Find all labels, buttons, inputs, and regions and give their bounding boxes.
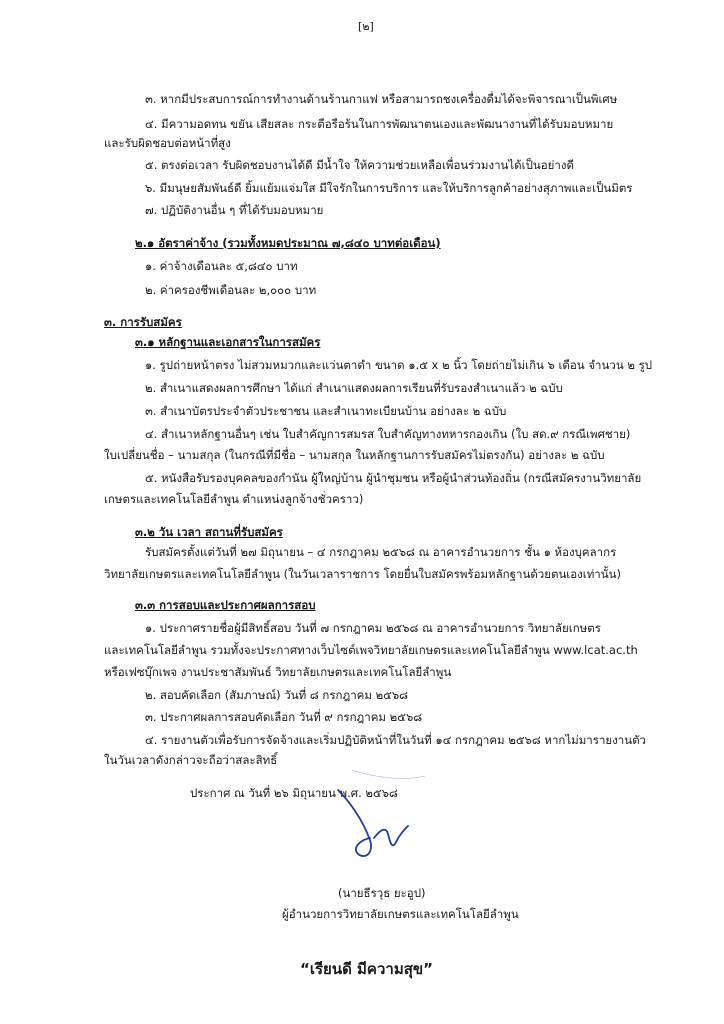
application-heading: ๓. การรับสมัคร xyxy=(104,315,182,329)
qualification-3: ๓. หากมีประสบการณ์การทำงานด้านร้านกาแฟ หรือสามารถชงเครื่องดื่มได้จะพิจารณาเป็นพิเศษ xyxy=(145,92,618,106)
when-where-heading: ๓.๒ วัน เวลา สถานที่รับสมัคร xyxy=(135,525,283,539)
docs-line-5-cont: เกษตรและเทคโนโลยีลำพูน ตำแหน่งลูกจ้างชั่วคราว) xyxy=(104,492,364,506)
docs-line-4: ๔. สำเนาหลักฐานอื่นๆ เช่น ใบสำคัญการสมรส ใบสำคัญทางทหารกองเกิน (ใบ สด.๙ กรณีเพศชาย) xyxy=(145,427,631,441)
docs-line-2: ๒. สำเนาแสดงผลการศึกษา ได้แก่ สำเนาแสดงผลการเรียนที่รับรองสำเนาแล้ว ๒ ฉบับ xyxy=(145,381,563,395)
wage-item-1: ๑. ค่าจ้างเดือนละ ๕,๘๔๐ บาท xyxy=(145,259,298,273)
wage-heading: ๒.๑ อัตราค่าจ้าง (รวมทั้งหมดประมาณ ๗,๘๔๐ บาทต่อเดือน) xyxy=(135,236,441,250)
qualification-6: ๖. มีมนุษยสัมพันธ์ดี ยิ้มแย้มแจ่มใส มีใจรักในการบริการ และให้บริการลูกค้าอย่างสุภาพและเป็นมิตร xyxy=(145,181,633,195)
selection-line-6-cont: ในวันเวลาดังกล่าวจะถือว่าสละสิทธิ์ xyxy=(104,753,278,767)
qualification-5: ๕. ตรงต่อเวลา รับผิดชอบงานได้ดี มีน้ำใจ ให้ความช่วยเหลือเพื่อนร่วมงานได้เป็นอย่างดี xyxy=(145,158,574,172)
docs-line-1: ๑. รูปถ่ายหน้าตรง ไม่สวมหมวกและแว่นตาดำ ขนาด ๑.๕ x ๒ นิ้ว โดยถ่ายไม่เกิน ๖ เดือน จำนวน ๒ รูป xyxy=(145,358,653,372)
when-where-line-1: รับสมัครตั้งแต่วันที่ ๒๗ มิถุนายน – ๔ กรกฎาคม ๒๕๖๘ ณ อาคารอำนวยการ ชั้น ๑ ห้องบุคลากร xyxy=(145,545,617,559)
docs-line-3: ๓. สำเนาบัตรประจำตัวประชาชน และสำเนาทะเบียนบ้าน อย่างละ ๒ ฉบับ xyxy=(145,404,507,418)
when-where-line-2: วิทยาลัยเกษตรและเทคโนโลยีลำพูน (ในวันเวลาราชการ โดยยื่นใบสมัครพร้อมหลักฐานด้วยตนเองเท่านั้น) xyxy=(104,567,621,581)
selection-line-6: ๔. รายงานตัวเพื่อรับการจัดจ้างและเริ่มปฏิบัติหน้าที่ในวันที่ ๑๔ กรกฎาคม ๒๕๖๘ หากไม่มารายงานตัว xyxy=(145,733,646,747)
qualification-4: ๔. มีความอดทน ขยัน เสียสละ กระตือรือร้นในการพัฒนาตนเองและพัฒนางานที่ได้รับมอบหมาย xyxy=(145,117,614,131)
selection-line-3: หรือเฟซบุ๊กเพจ งานประชาสัมพันธ์ วิทยาลัยเกษตรและเทคโนโลยีลำพูน xyxy=(104,665,452,679)
wage-item-2: ๒. ค่าครองชีพเดือนละ ๒,๐๐๐ บาท xyxy=(145,283,317,297)
selection-heading: ๓.๓ การสอบและประกาศผลการสอบ xyxy=(135,598,316,612)
signer-title: ผู้อำนวยการวิทยาลัยเกษตรและเทคโนโลยีลำพูน xyxy=(282,907,519,921)
signer-name: (นายธีรวุธ ยะอูป) xyxy=(338,886,426,900)
page-number: [๒] xyxy=(358,20,374,33)
selection-line-1: ๑. ประกาศรายชื่อผู้มีสิทธิ์สอบ วันที่ ๗ กรกฎาคม ๒๕๖๘ ณ อาคารอำนวยการ วิทยาลัยเกษตร xyxy=(145,621,601,635)
docs-line-4-cont: ใบเปลี่ยนชื่อ – นามสกุล (ในกรณีที่มีชื่อ – นามสกุล ในหลักฐานการรับสมัครไม่ตรงกัน) อย่างละ ๒ ฉบับ xyxy=(104,448,605,462)
announce-date: ประกาศ ณ วันที่ ๒๖ มิถุนายน พ.ศ. ๒๕๖๘ xyxy=(190,786,398,800)
selection-line-5: ๓. ประกาศผลการสอบคัดเลือก วันที่ ๙ กรกฎาคม ๒๕๖๘ xyxy=(145,710,423,724)
slogan: “เรียนดี มีความสุข” xyxy=(300,960,433,978)
qualification-4-cont: และรับผิดชอบต่อหน้าที่สูง xyxy=(104,136,231,150)
selection-line-2: และเทคโนโลยีลำพูน รวมทั้งจะประกาศทางเว็บไซต์เพจวิทยาลัยเกษตรและเทคโนโลยีลำพูน www.lcat.ac.th xyxy=(104,643,638,657)
docs-heading: ๓.๑ หลักฐานและเอกสารในการสมัคร xyxy=(135,335,321,349)
docs-line-5: ๕. หนังสือรับรองบุคคลของกำนัน ผู้ใหญ่บ้าน ผู้นำชุมชน หรือผู้นำส่วนท้องถิ่น (กรณีสมัครงานวิทยาลัย xyxy=(145,471,642,485)
selection-line-4: ๒. สอบคัดเลือก (สัมภาษณ์) วันที่ ๘ กรกฎาคม ๒๕๖๘ xyxy=(145,688,409,702)
signature-image xyxy=(330,760,440,870)
qualification-7: ๗. ปฏิบัติงานอื่น ๆ ที่ได้รับมอบหมาย xyxy=(145,203,324,217)
